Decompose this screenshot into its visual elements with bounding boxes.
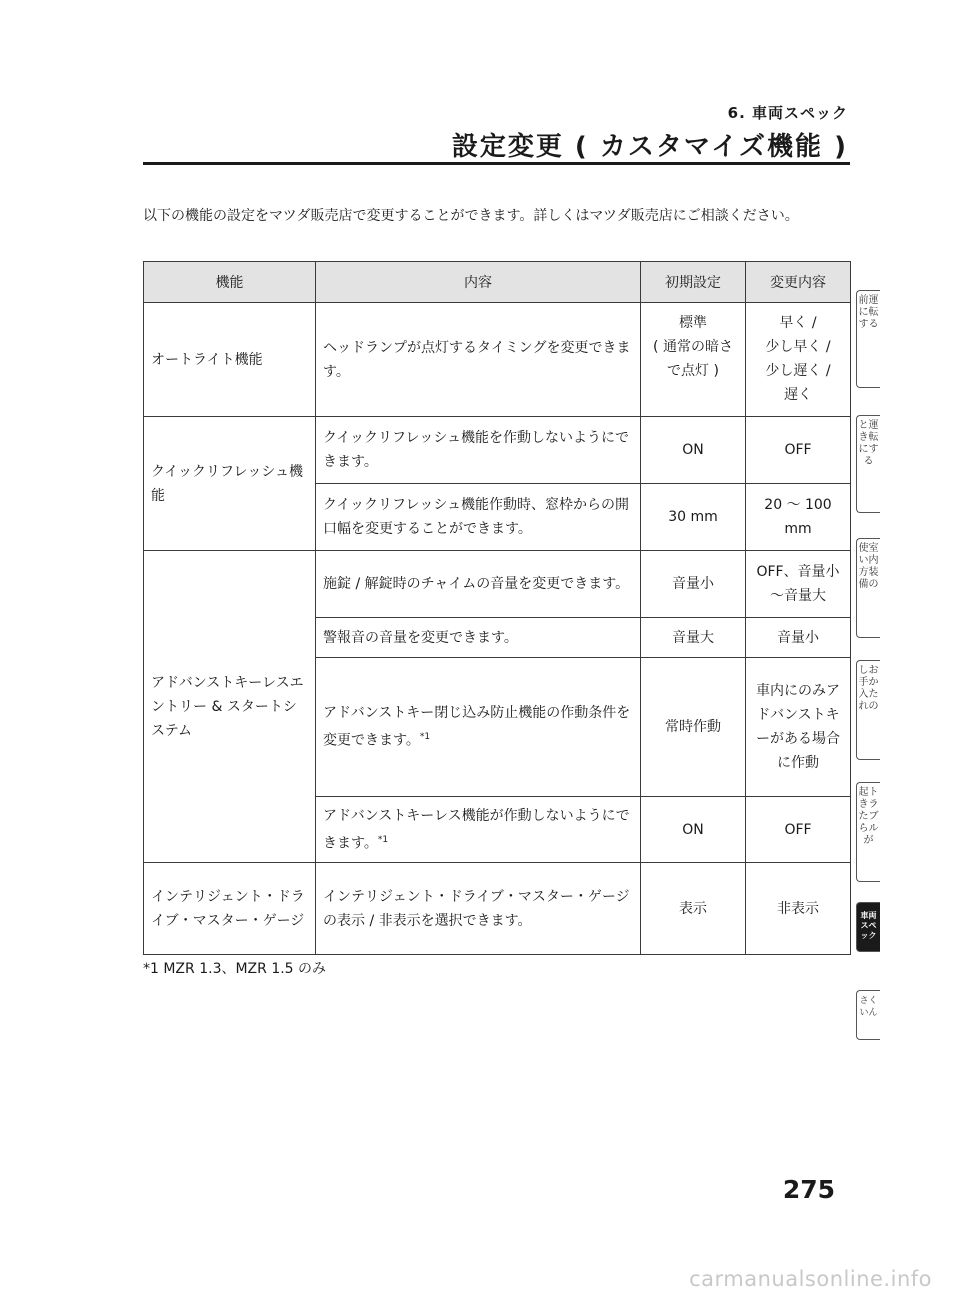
table-row (144, 417, 851, 484)
header-feature: 機能 (144, 262, 316, 303)
description-cell: クイックリフレッシュ機能作動時、窓枠からの開口幅を変更することができます。 (316, 484, 641, 551)
feature-cell: クイックリフレッシュ機能 (144, 417, 316, 551)
customize-table (143, 261, 851, 955)
table-header-row (144, 262, 851, 303)
initial-cell: ON (641, 797, 746, 863)
feature-cell: アドバンストキーレスエントリー & スタートシステム (144, 551, 316, 863)
description-cell (316, 797, 641, 863)
table-row (144, 551, 851, 618)
initial-cell: 常時作動 (641, 658, 746, 797)
page-number: 275 (782, 1175, 835, 1204)
description-cell: ヘッドランプが点灯するタイミングを変更できます。 (316, 303, 641, 417)
change-line: 早く / (779, 315, 817, 331)
change-cell: 20 ～ 100 mm (746, 484, 851, 551)
description-cell: 警報音の音量を変更できます。 (316, 618, 641, 658)
feature-cell: オートライト機能 (144, 303, 316, 417)
change-line: 少し早く / (765, 339, 831, 355)
header-initial: 初期設定 (641, 262, 746, 303)
initial-line: で点灯 ) (667, 363, 719, 379)
initial-cell: 表示 (641, 863, 746, 955)
description-cell (316, 658, 641, 797)
header-change: 変更内容 (746, 262, 851, 303)
description-text: アドバンストキー閉じ込み防止機能の作動条件を変更できます。 (323, 705, 631, 749)
title-rule (143, 162, 850, 165)
chapter-tab-before-driving[interactable]: 前運に転する (856, 290, 880, 388)
change-cell: 車内にのみアドバンストキーがある場合に作動 (746, 658, 851, 797)
initial-cell: 音量大 (641, 618, 746, 658)
chapter-tab-troubleshooting[interactable]: 起トきラたブらルが (856, 782, 880, 882)
description-cell: 施錠 / 解錠時のチャイムの音量を変更できます。 (316, 551, 641, 618)
footnote-ref: *1 (377, 834, 389, 845)
chapter-tab-vehicle-specs[interactable]: 車両スペック (856, 902, 880, 952)
intro-text: 以下の機能の設定をマツダ販売店で変更することができます。詳しくはマツダ販売店にご相談ください。 (143, 208, 799, 224)
initial-cell: ON (641, 417, 746, 484)
table-row (144, 863, 851, 955)
change-cell: OFF (746, 417, 851, 484)
initial-line: ( 通常の暗さ (653, 339, 733, 355)
chapter-tab-index[interactable]: さくいん (856, 990, 880, 1040)
change-line: 少し遅く / (765, 363, 831, 379)
change-cell: OFF、音量小～音量大 (746, 551, 851, 618)
footnote-ref: *1 (419, 732, 431, 743)
change-cell: 音量小 (746, 618, 851, 658)
initial-cell: 30 mm (641, 484, 746, 551)
chapter-tab-driving[interactable]: と運き転にする (856, 415, 880, 513)
footnote: *1 MZR 1.3、MZR 1.5 のみ (143, 961, 327, 977)
header-content: 内容 (316, 262, 641, 303)
initial-cell (641, 303, 746, 417)
initial-line: 標準 (679, 315, 707, 331)
description-cell: クイックリフレッシュ機能を作動しないようにできます。 (316, 417, 641, 484)
description-text: アドバンストキーレス機能が作動しないようにできます。 (323, 807, 630, 852)
chapter-tab-maintenance[interactable]: しお手か入たれの (856, 660, 880, 760)
change-cell: 非表示 (746, 863, 851, 955)
initial-cell: 音量小 (641, 551, 746, 618)
description-cell: インテリジェント・ドライブ・マスター・ゲージの表示 / 非表示を選択できます。 (316, 863, 641, 955)
change-cell: OFF (746, 797, 851, 863)
table-row (144, 303, 851, 417)
feature-cell: インテリジェント・ドライブ・マスター・ゲージ (144, 863, 316, 955)
page-title: 設定変更 ( カスタマイズ機能 ) (451, 132, 848, 162)
section-label: 6. 車両スペック (727, 104, 848, 122)
change-line: 遅く (784, 387, 812, 403)
chapter-tab-interior[interactable]: 使室い内方装備の (856, 538, 880, 638)
watermark: carmanualsonline.info (689, 1267, 932, 1291)
change-cell (746, 303, 851, 417)
